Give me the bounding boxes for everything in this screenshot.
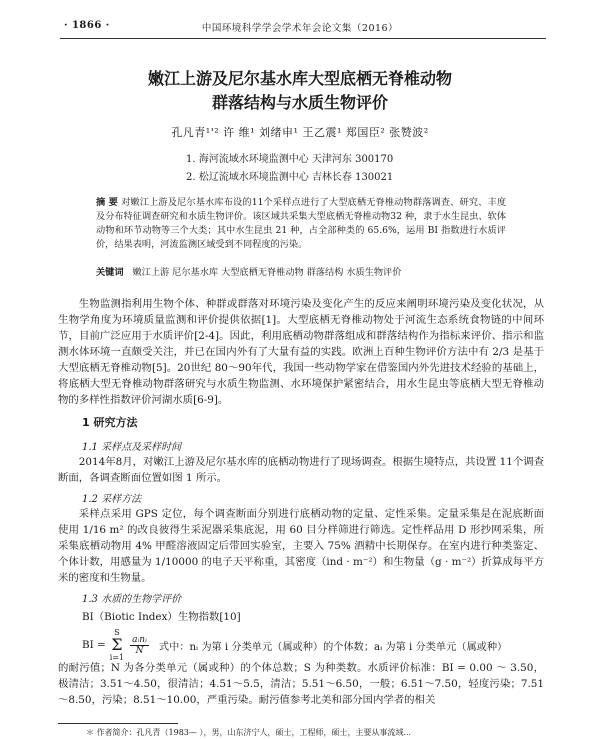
- keywords: [96, 266, 506, 280]
- affiliation-2: 2. 松辽流域水环境监测中心 吉林长春 130021: [186, 172, 394, 183]
- header-rule: [60, 38, 546, 39]
- journal-header: 中国环境科学学会学术年会论文集（2016）: [201, 23, 399, 34]
- section-1-2-heading: 1.2 采样方法: [82, 494, 142, 505]
- formula-fraction: [130, 635, 149, 656]
- page-number: · 1866 ·: [64, 20, 110, 31]
- evaluation-standard-text: 的耐污值；N 为各分类单元（属或种）的个体总数；S 为种类数。水质评价标准：BI = 0.00 ～ 3.50，极清洁；3.51～4.50，很清洁；4.51～5.5，清洁；5.51～6.50，一般；6.51～7.50，轻度污染；7.51～8.50，污染；8.51～10.00，严重污染。耐污值参考北美和部分国内学者的相关: [58, 662, 544, 706]
- sum-symbol: [110, 628, 124, 662]
- formula-description: 式中：nᵢ 为第 i 分类单元（属或种）的个体数；aᵢ 为第 i 分类单元（属或种）: [158, 641, 508, 653]
- author-list: 孔凡青¹'² 许 维¹ 刘绪申¹ 王乙震¹ 郑国臣² 张赞波²: [171, 126, 429, 139]
- footnote-rule: [58, 723, 178, 724]
- formula-lhs: BI =: [82, 639, 106, 651]
- author-footnote: ＊ 作者简介：孔凡青（1983— ），男，山东济宁人，硕士，工程师，硕士，主要从事流域...: [86, 728, 412, 737]
- intro-paragraph: 生物监测指利用生物个体、种群或群落对环境污染及变化产生的反应来阐明环境污染及变化状况，从生物学角度为环境质量监测和评价提供依据[1]。大型底栖无脊椎动物处于河流生态系统食物链的中间环节，目前广泛应用于水质评价[2-4]。因此，利用底栖动物群落组成和群落结构作为指标来评价、指示和监测水体环境一直颇受关注，并已在国内外有了大量有益的实践。欧洲上百种生物评价方法中有 2/3 是基于大型底栖无脊椎动物[5]。20世纪 80～90年代，我国一些动物学家在借鉴国内外先进技术经验的基础上，将底栖大型无脊椎动物群落研究与水质生物监测、水环境保护紧密结合，用水生昆虫等底栖大型无脊椎动物的多样性指数评价河湖水质[6-9]。: [58, 298, 544, 406]
- abstract-label: 摘 要: [96, 197, 119, 208]
- fraction-numerator: aᵢnᵢ: [132, 634, 147, 645]
- sum-bottom: i=1: [109, 653, 125, 662]
- section-1-heading: 1 研究方法: [82, 416, 138, 429]
- abstract-text: 对嫩江上游及尼尔基水库布设的11个采样点进行了大型底栖无脊椎动物群落调查、研究、丰度及分布特征调查研究和水质生物评价。该区域共采集大型底栖无脊椎动物32 种，隶于水生昆虫、软体动物和环节动物等三个大类；其中水生昆虫 21 种，占全部种类的 65.6%，运用 BI 指数进行水质评价，结果表明，河流监测区域受到不同程度的污染。: [96, 197, 507, 250]
- section-1-2-text: 采样点采用 GPS 定位，每个调查断面分别进行底栖动物的定量、定性采集。定量采集是在泥底断面使用 1/16 m² 的改良彼得生采泥器采集底泥，用 60 目分样筛进行筛选。定性样品用 D 形抄网采集，所采集底栖动物用 4% 甲醛溶液固定后带回实验室，主要入 75% 酒精中长期保存。在室内进行种类鉴定、个体计数，用感量为 1/10000 的电子天平称重，其密度（ind · m⁻²）和生物量（g · m⁻²）折算成每平方米的密度和生物量。: [58, 508, 544, 584]
- sigma-icon: Σ: [111, 635, 123, 654]
- abstract: [96, 196, 506, 252]
- section-1-1-text: 2014年8月，对嫩江上游及尼尔基水库的底栖动物进行了现场调查。根据生境特点，共设置 11个调查断面，各调查断面位置如图 1 所示。: [58, 456, 544, 484]
- section-1-3-heading: 1.3 水质的生物学评价: [82, 594, 182, 605]
- bi-intro: BI（Biotic Index）生物指数[10]: [82, 611, 241, 623]
- section-1-1-heading: 1.1 采样点及采样时间: [82, 442, 182, 453]
- paper-title-line2: 群落结构与水质生物评价: [211, 93, 388, 112]
- fraction-denominator: N: [135, 645, 144, 656]
- affiliation-1: 1. 海河流域水环境监测中心 天津河东 300170: [186, 154, 394, 165]
- paper-title-line1: 嫩江上游及尼尔基水库大型底栖无脊椎动物: [147, 69, 452, 88]
- keywords-text: 嫩江上游 尼尔基水库 大型底栖无脊椎动物 群落结构 水质生物评价: [132, 267, 402, 278]
- bi-formula: [82, 628, 507, 662]
- keywords-label: 关键词: [96, 267, 124, 278]
- sum-top: S: [114, 628, 120, 637]
